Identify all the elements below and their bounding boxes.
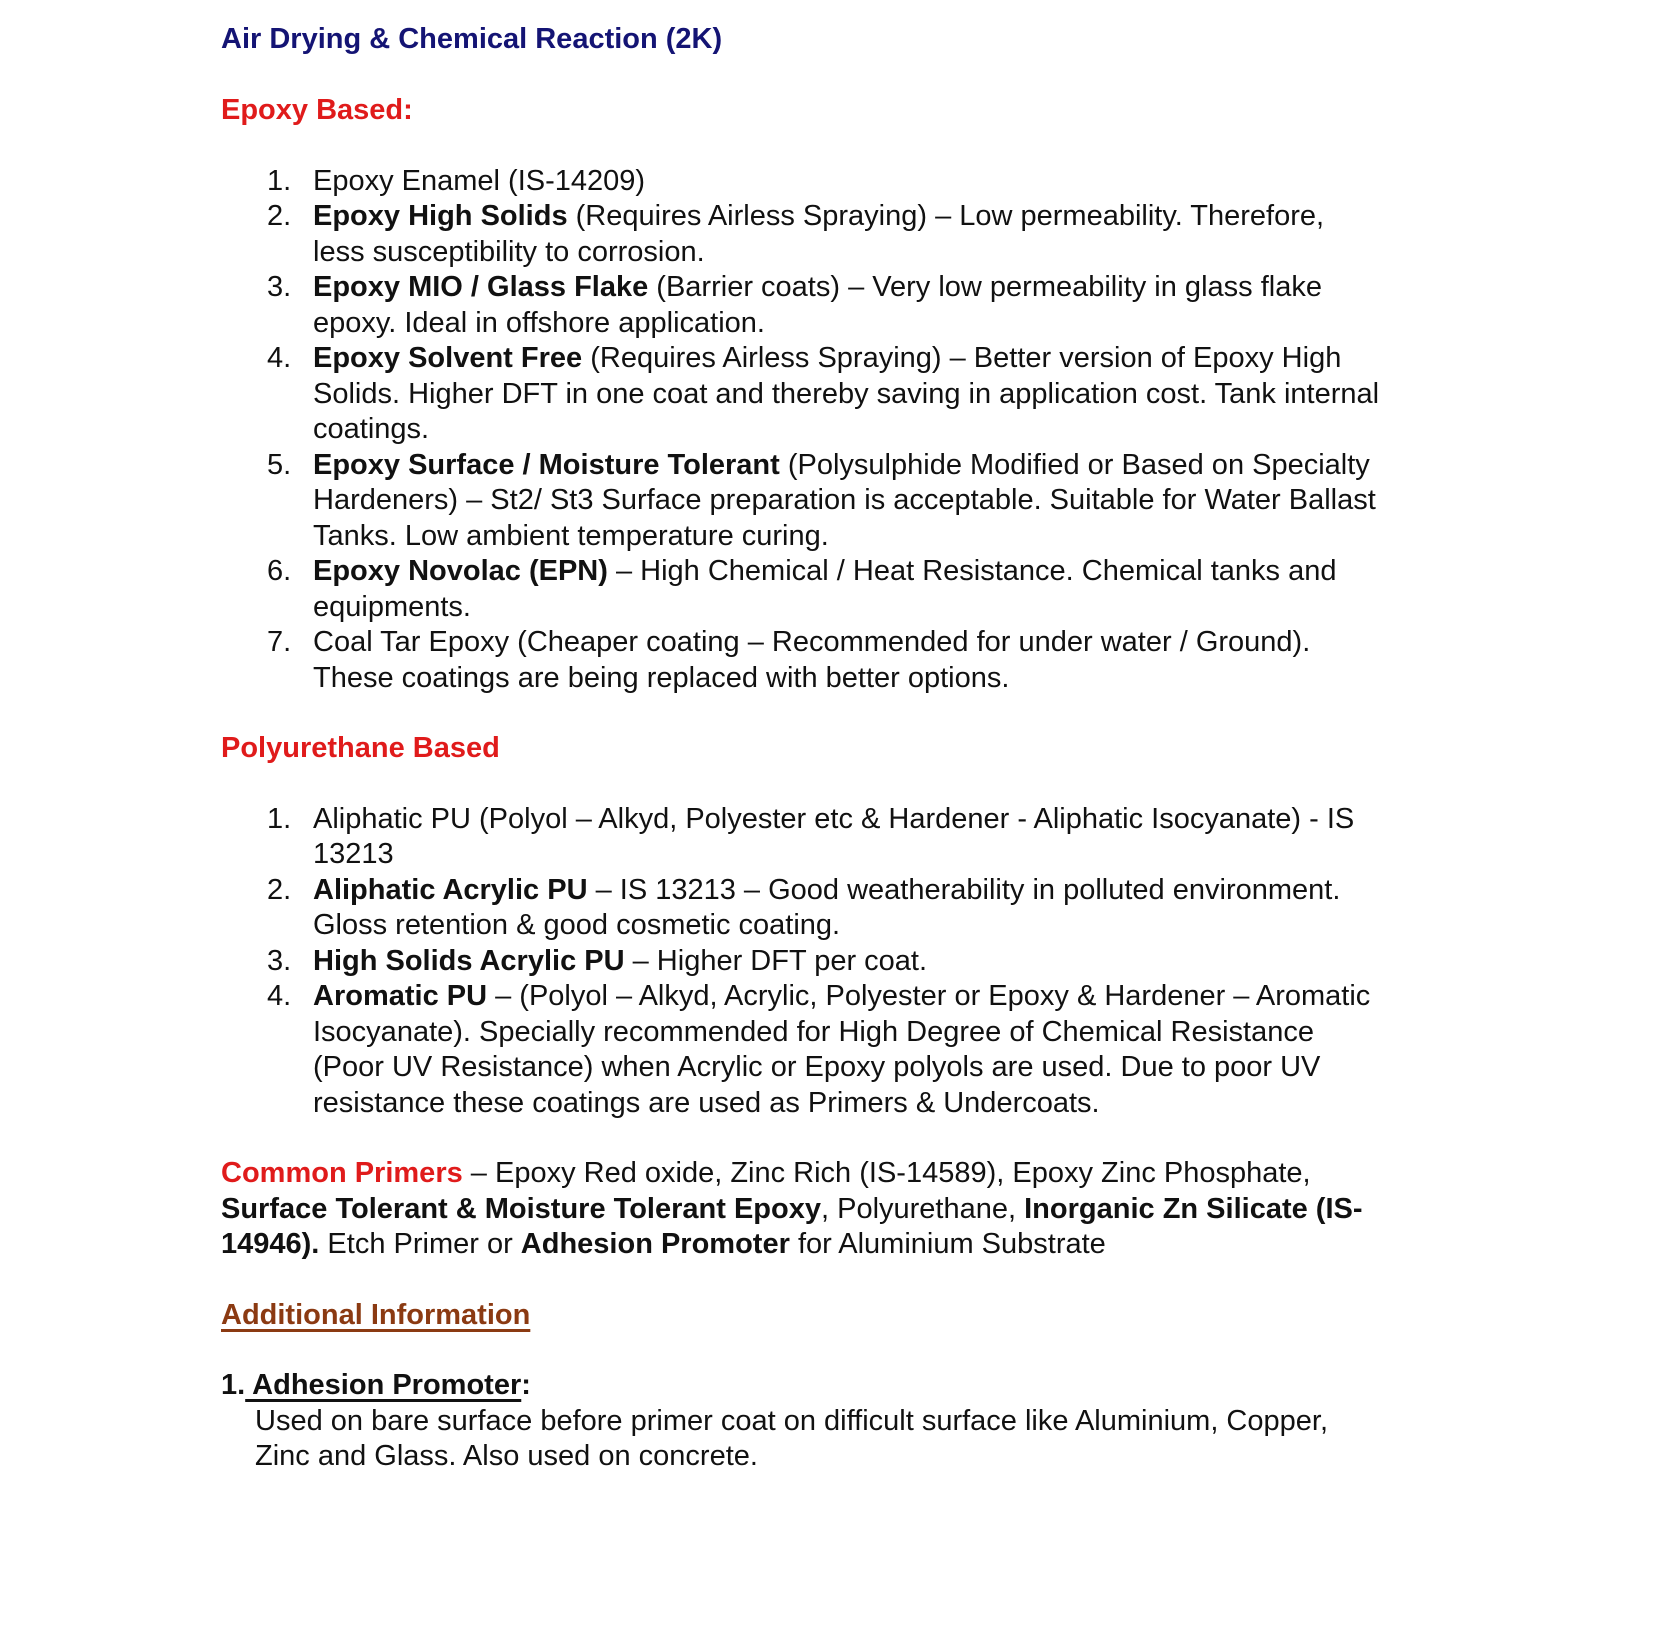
list-item-title: High Solids Acrylic PU <box>313 944 625 977</box>
list-item-text: – (Polyol – Alkyd, Acrylic, Polyester or Epoxy & Hardener – Aromatic Isocyanate). Specially recommended for High Degree of Chemical Resistance (Poor UV Resistance) when Acrylic or Epoxy polyols are used. Due to poor UV resistance these coatings are used as Primers & Undercoats. <box>313 980 1371 1119</box>
document-page <box>221 22 1381 1475</box>
list-item-text: – Higher DFT per coat. <box>624 944 928 977</box>
list-item-number: 3. <box>267 944 292 977</box>
primers-bold-2: Inorganic Zn Silicate (IS-14946). <box>221 1192 1363 1260</box>
adhesion-number: 1. <box>221 1369 246 1401</box>
list-item <box>221 979 1381 1121</box>
list-item <box>221 944 1381 980</box>
list-item <box>221 625 1381 696</box>
polyurethane-section-heading: Polyurethane Based <box>221 732 500 764</box>
adhesion-colon: : <box>521 1369 531 1401</box>
list-item-title: Epoxy Surface / Moisture Tolerant <box>313 448 780 481</box>
list-item <box>221 873 1381 944</box>
additional-information-heading: Additional Information <box>221 1298 531 1331</box>
list-item-text: Coal Tar Epoxy (Cheaper coating – Recommended for under water / Ground). These coatings are being replaced with better options. <box>313 626 1311 694</box>
list-item-text: – IS 13213 – Good weatherability in polluted environment. Gloss retention & good cosmetic coating. <box>313 873 1341 941</box>
primers-text-4: for Aluminium Substrate <box>789 1228 1106 1260</box>
primers-text-3: Etch Primer or <box>319 1228 521 1260</box>
list-item <box>221 164 1381 200</box>
list-item <box>221 341 1381 448</box>
list-item <box>221 199 1381 270</box>
list-item-number: 4. <box>267 342 292 374</box>
epoxy-list <box>221 164 1381 697</box>
list-item <box>221 448 1381 555</box>
list-item-title: Epoxy Solvent Free <box>313 342 583 374</box>
common-primers-paragraph <box>221 1156 1381 1263</box>
list-item-text: (Barrier coats) – Very low permeability in glass flake epoxy. Ideal in offshore application. <box>313 271 1322 339</box>
primers-text-2: , Polyurethane, <box>820 1192 1025 1225</box>
document-title: Air Drying & Chemical Reaction (2K) <box>221 23 723 55</box>
list-item <box>221 270 1381 341</box>
list-item <box>221 554 1381 625</box>
adhesion-promoter-heading <box>221 1368 1381 1404</box>
list-item-text: Epoxy Enamel (IS-14209) <box>313 164 646 197</box>
list-item-number: 5. <box>267 448 292 481</box>
list-item-title: Epoxy MIO / Glass Flake <box>313 271 649 303</box>
list-item-number: 7. <box>267 626 292 658</box>
list-item-number: 2. <box>267 873 292 906</box>
common-primers-label: Common Primers <box>221 1157 463 1189</box>
list-item-text: (Requires Airless Spraying) – Better version of Epoxy High Solids. Higher DFT in one coat and thereby saving in application cost. Tank internal coatings. <box>313 342 1380 445</box>
primers-bold-1: Surface Tolerant & Moisture Tolerant Epoxy <box>221 1192 821 1225</box>
list-item-text: – High Chemical / Heat Resistance. Chemical tanks and equipments. <box>313 555 1337 623</box>
list-item-number: 1. <box>267 164 292 197</box>
epoxy-section-heading: Epoxy Based: <box>221 94 413 126</box>
list-item-text: Aliphatic PU (Polyol – Alkyd, Polyester etc & Hardener - Aliphatic Isocyanate) - IS 13213 <box>313 802 1355 870</box>
list-item-number: 4. <box>267 980 292 1012</box>
list-item-title: Epoxy High Solids <box>313 200 568 232</box>
list-item-text: (Requires Airless Spraying) – Low permeability. Therefore, less susceptibility to corrosion. <box>313 200 1325 268</box>
list-item-title: Aromatic PU <box>313 980 488 1012</box>
primers-text-1: – Epoxy Red oxide, Zinc Rich (IS-14589), Epoxy Zinc Phosphate, <box>462 1157 1311 1189</box>
list-item-number: 2. <box>267 200 292 232</box>
list-item-title: Aliphatic Acrylic PU <box>313 873 588 906</box>
polyurethane-list <box>221 802 1381 1122</box>
list-item-number: 1. <box>267 802 292 835</box>
list-item-number: 3. <box>267 271 292 303</box>
adhesion-promoter-description: Used on bare surface before primer coat on difficult surface like Aluminium, Copper, Zinc and Glass. Also used on concrete. <box>255 1404 1328 1472</box>
list-item-title: Epoxy Novolac (EPN) <box>313 555 608 587</box>
list-item-number: 6. <box>267 555 292 587</box>
adhesion-label: Adhesion Promoter <box>245 1369 522 1401</box>
list-item-text: (Polysulphide Modified or Based on Specialty Hardeners) – St2/ St3 Surface preparation is acceptable. Suitable for Water Ballast Tanks. Low ambient temperature curing. <box>313 448 1376 552</box>
primers-bold-3: Adhesion Promoter <box>520 1228 790 1260</box>
list-item <box>221 802 1381 873</box>
